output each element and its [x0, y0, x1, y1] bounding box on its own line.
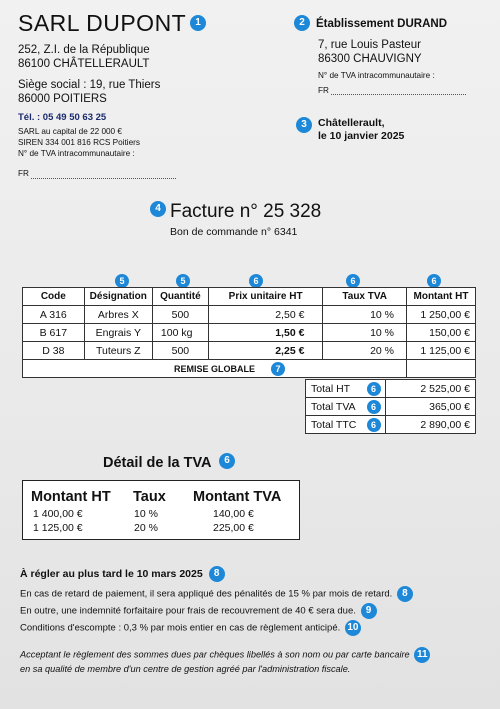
seller-legal [18, 126, 140, 159]
cell-unit-price: 2,50 € [208, 306, 323, 324]
marker-8-penalty: 8 [397, 586, 413, 602]
col-header-amount: Montant HT [407, 288, 476, 306]
marker-7: 7 [271, 362, 285, 376]
recipient-fr-line [318, 86, 466, 95]
date-line: le 10 janvier 2025 [318, 130, 405, 142]
vat-col-header-vat: Montant TVA [193, 489, 282, 505]
total-row [306, 380, 476, 398]
discount-row [23, 360, 476, 378]
discount-terms-text: Conditions d'escompte : 0,3 % par mois entier en cas de règlement anticipé. [20, 622, 341, 634]
marker-3: 3 [296, 117, 312, 133]
total-label-cell [306, 416, 386, 434]
recipient-block [294, 16, 466, 95]
marker-6-total-ht: 6 [367, 382, 381, 396]
seller-name: SARL DUPONT [18, 10, 187, 36]
total-tva-label: Total TVA [311, 400, 356, 413]
marker-9: 9 [361, 603, 377, 619]
cell-unit-price: 1,50 € [208, 324, 323, 342]
marker-6-unit-price: 6 [249, 274, 263, 288]
vat-detail-title: Détail de la TVA [103, 455, 211, 471]
marker-11: 11 [414, 647, 430, 663]
seller-address [18, 43, 150, 71]
cell-unit-price: 2,25 € [208, 342, 323, 360]
due-date-line [20, 566, 225, 582]
order-reference: Bon de commande n° 6341 [170, 226, 298, 238]
acceptance-block [20, 647, 430, 676]
seller-capital: SARL au capital de 22 000 € [18, 127, 122, 136]
vat-col-header-base: Montant HT [31, 489, 111, 505]
marker-4: 4 [150, 201, 166, 217]
recipient-vat-label: N° de TVA intracommunautaire : [318, 71, 435, 80]
seller-siren: SIREN 334 001 816 RCS Poitiers [18, 138, 140, 147]
col-header-quantity: Quantité [152, 288, 208, 306]
total-ttc-value: 2 890,00 € [385, 416, 475, 434]
vat-col-header-rate: Taux [133, 489, 166, 505]
seller-address-line1: 252, Z.I. de la République [18, 44, 150, 56]
table-row [23, 306, 476, 324]
seller-fr-line [18, 168, 176, 179]
discount-cell [23, 360, 407, 378]
marker-6-amount: 6 [427, 274, 441, 288]
vat-detail-box [22, 480, 300, 540]
vat-row-1-rate: 10 % [134, 508, 158, 520]
table-row [23, 324, 476, 342]
seller-phone: Tél. : 05 49 50 63 25 [18, 112, 107, 123]
total-label-cell [306, 398, 386, 416]
penalty-text: En cas de retard de paiement, il sera appliqué des pénalités de 15 % par mois de retard. [20, 588, 393, 600]
cell-designation: Arbres X [84, 306, 152, 324]
vat-row-2-rate: 20 % [134, 522, 158, 534]
cell-code: D 38 [23, 342, 85, 360]
total-ttc-label: Total TTC [311, 418, 357, 431]
acceptance-line2: en sa qualité de membre d'un centre de gestion agréé par l'administration fiscale. [20, 664, 351, 674]
marker-5-designation: 5 [115, 274, 129, 288]
marker-1: 1 [190, 15, 206, 31]
cell-amount: 1 125,00 € [407, 342, 476, 360]
seller-vat-label: N° de TVA intracommunautaire : [18, 149, 135, 158]
recipient-fr-label: FR [318, 86, 329, 95]
cell-vat-rate: 10 % [323, 324, 407, 342]
table-row [23, 342, 476, 360]
cell-code: A 316 [23, 306, 85, 324]
total-tva-value: 365,00 € [385, 398, 475, 416]
vat-row-2-vat: 225,00 € [213, 522, 254, 534]
cell-quantity: 500 [152, 342, 208, 360]
recipient-address-line2: 86300 CHAUVIGNY [318, 53, 422, 65]
discount-terms-line [20, 620, 361, 636]
seller-hq [18, 78, 160, 106]
seller-block [18, 10, 206, 37]
marker-6-vat-detail: 6 [219, 453, 235, 469]
seller-fr-dots [31, 178, 176, 179]
cell-code: B 617 [23, 324, 85, 342]
col-header-unit-price: Prix unitaire HT [208, 288, 323, 306]
cell-vat-rate: 10 % [323, 306, 407, 324]
table-header-row [23, 288, 476, 306]
indemnity-text: En outre, une indemnité forfaitaire pour frais de recouvrement de 40 € sera due. [20, 605, 356, 617]
total-row [306, 398, 476, 416]
marker-8: 8 [209, 566, 225, 582]
col-header-code: Code [23, 288, 85, 306]
cell-amount: 150,00 € [407, 324, 476, 342]
acceptance-text-1: Acceptant le règlement des sommes dues par chèques libellés à son nom ou par carte bancaire [20, 649, 410, 660]
totals-table [305, 379, 476, 434]
cell-amount: 1 250,00 € [407, 306, 476, 324]
due-date: À régler au plus tard le 10 mars 2025 [20, 567, 203, 580]
seller-address-line2: 86100 CHÂTELLERAULT [18, 58, 150, 70]
marker-5-quantity: 5 [176, 274, 190, 288]
place-line: Châtellerault, [318, 117, 385, 129]
vat-detail-title-block [103, 455, 235, 471]
marker-6-total-tva: 6 [367, 400, 381, 414]
col-header-vat-rate: Taux TVA [323, 288, 407, 306]
vat-row-2-base: 1 125,00 € [33, 522, 83, 534]
vat-row-1-base: 1 400,00 € [33, 508, 83, 520]
seller-hq-line2: 86000 POITIERS [18, 93, 107, 105]
total-row [306, 416, 476, 434]
recipient-address-line1: 7, rue Louis Pasteur [318, 39, 421, 51]
discount-amount [407, 360, 476, 378]
cell-designation: Engrais Y [84, 324, 152, 342]
col-header-designation: Désignation [84, 288, 152, 306]
penalty-line [20, 586, 413, 602]
cell-quantity: 500 [152, 306, 208, 324]
cell-vat-rate: 20 % [323, 342, 407, 360]
cell-designation: Tuteurs Z [84, 342, 152, 360]
acceptance-line1 [20, 647, 430, 663]
recipient-fr-dots [331, 94, 466, 95]
cell-quantity: 100 kg [152, 324, 208, 342]
total-ht-label: Total HT [311, 382, 351, 395]
marker-6-vat-rate: 6 [346, 274, 360, 288]
marker-6-total-ttc: 6 [367, 418, 381, 432]
vat-row-1-vat: 140,00 € [213, 508, 254, 520]
total-label-cell [306, 380, 386, 398]
place-date [296, 117, 404, 143]
invoice-title: Facture n° 25 328 [170, 201, 322, 222]
indemnity-line [20, 603, 377, 619]
marker-2: 2 [294, 15, 310, 31]
recipient-name: Établissement DURAND [316, 18, 447, 31]
invoice-title-block [150, 201, 321, 223]
marker-10: 10 [345, 620, 361, 636]
seller-fr-label: FR [18, 169, 29, 178]
invoice-table [22, 287, 476, 378]
seller-hq-line1: Siège social : 19, rue Thiers [18, 79, 161, 91]
discount-label: REMISE GLOBALE [174, 363, 256, 374]
total-ht-value: 2 525,00 € [385, 380, 475, 398]
